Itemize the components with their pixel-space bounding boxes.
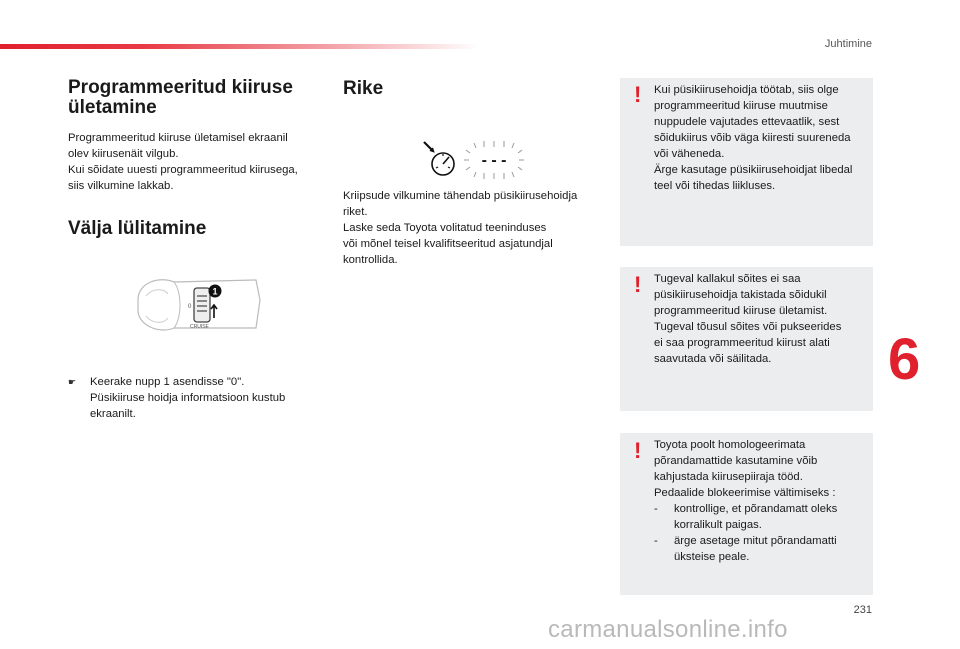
switch-off-step [68, 374, 328, 422]
warning-icon: ! [634, 82, 642, 107]
text-line: siis vilkumine lakkab. [68, 180, 174, 192]
chapter-number-tab: 6 [888, 327, 921, 392]
warning-note-slopes [620, 267, 873, 411]
watermark: carmanualsonline.info [548, 616, 788, 643]
text-line: põrandamattide kasutamine võib [654, 455, 818, 467]
text-line: teel või tihedas liikluses. [654, 180, 776, 192]
text-line: Kriipsude vilkumine tähendab püsikiirusehoidja [343, 190, 578, 202]
list-dash: - [654, 503, 658, 515]
text-line: Programmeeritud kiiruse ületamisel ekraanil [68, 132, 288, 144]
text-line: korralikult paigas. [674, 519, 762, 531]
text-line: Kui püsikiirusehoidja töötab, siis olge [654, 84, 839, 96]
text-line: Tugeval tõusul sõites või pukseerides [654, 321, 842, 333]
warning-note-floor-mats [620, 433, 873, 595]
text-line: nuppudele vajutades ettevaatlik, sest [654, 116, 840, 128]
text-line: ärge asetage mitut põrandamatti [674, 535, 837, 547]
diagram-callout-1: 1 [212, 286, 218, 297]
speedometer-fault-display [420, 138, 530, 180]
text-line: või väheneda. [654, 148, 725, 160]
speed-dashes: - - - [481, 152, 507, 169]
list-item [654, 501, 870, 533]
section-title-fault: Rike [343, 78, 384, 99]
text-line: või mõnel teisel kvalifitseeritud asjatundjal [343, 238, 553, 250]
text-line: kontrollige, et põrandamatt oleks [674, 503, 838, 515]
text-line: sõidukiirus võib väga kiiresti suureneda [654, 132, 851, 144]
text-line: programmeeritud kiiruse muutmise [654, 100, 828, 112]
text-line: ekraanilt. [90, 408, 136, 420]
text-line: Toyota poolt homologeerimata [654, 439, 806, 451]
text-line: püsikiirusehoidja takistada sõidukil [654, 289, 827, 301]
overspeed-paragraph [68, 130, 328, 194]
text-line: Ärge kasutage püsikiirusehoidjat libedal [654, 164, 853, 176]
fault-paragraph [343, 188, 603, 268]
warning-icon: ! [634, 272, 642, 297]
warning-icon: ! [634, 438, 642, 463]
text-line: Keerake nupp 1 asendisse "0". [90, 376, 245, 388]
text-line: olev kiirusenäit vilgub. [68, 148, 179, 160]
text-line: Püsikiiruse hoidja informatsioon kustub [90, 392, 286, 404]
list-dash: - [654, 535, 658, 547]
text-line: kahjustada kiirusepiiraja tööd. [654, 471, 803, 483]
section-title-overspeed: Programmeeritud kiiruse ületamine [68, 77, 293, 118]
header-accent-bar [0, 44, 480, 49]
pointing-hand-icon: ☛ [68, 377, 77, 387]
warning-note-speed-buttons [620, 78, 873, 246]
chapter-title: Juhtimine [824, 38, 872, 50]
text-line: programmeeritud kiiruse ületamist. [654, 305, 828, 317]
list-item [654, 533, 870, 565]
diagram-zero-label: 0 [188, 304, 192, 310]
cruise-lever-diagram [130, 270, 270, 340]
text-line: riket. [343, 206, 368, 218]
text-line: ei saa programmeeritud kiirust alati [654, 337, 830, 349]
text-line: Pedaalide blokeerimise vältimiseks : [654, 487, 836, 499]
section-title-switch-off: Välja lülitamine [68, 218, 207, 239]
diagram-cruise-label: CRUISE [190, 324, 209, 330]
text-line: Kui sõidate uuesti programmeeritud kiirusega, [68, 164, 298, 176]
page-number: 231 [853, 604, 872, 616]
text-line: Tugeval kallakul sõites ei saa [654, 273, 801, 285]
text-line: saavutada või säilitada. [654, 353, 772, 365]
text-line: kontrollida. [343, 254, 398, 266]
text-line: Laske seda Toyota volitatud teeninduses [343, 222, 547, 234]
text-line: üksteise peale. [674, 551, 750, 563]
